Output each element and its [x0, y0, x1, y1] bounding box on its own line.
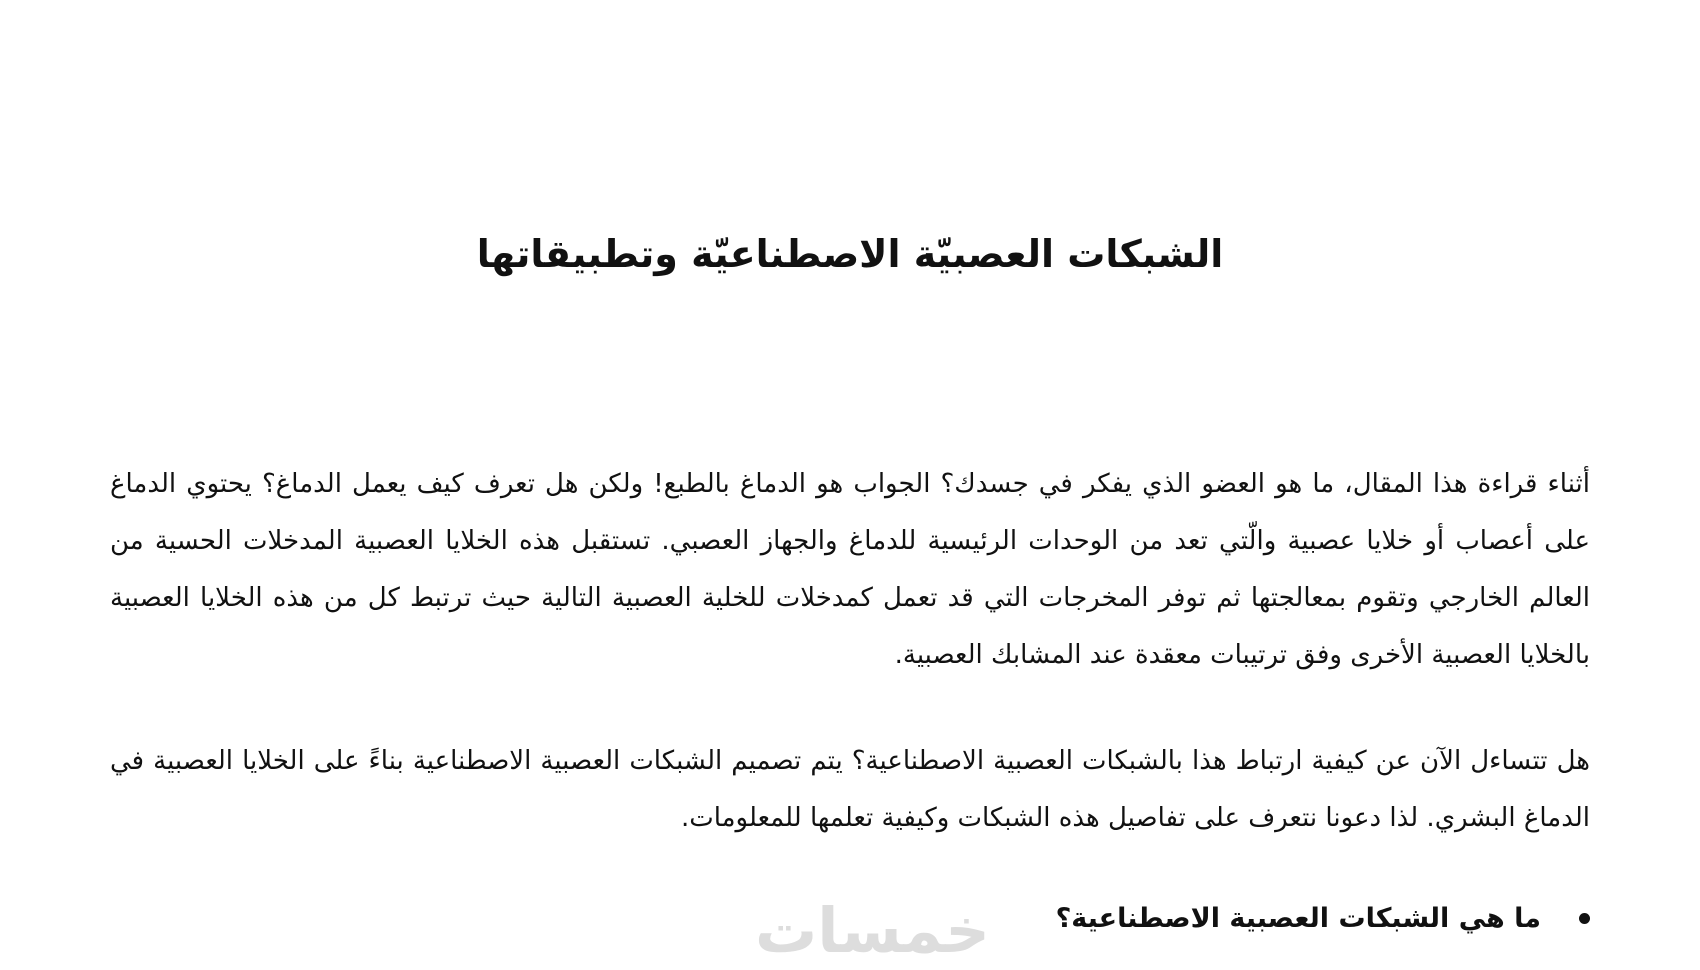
watermark-logo: خمسات	[755, 894, 990, 967]
document-title: الشبكات العصبيّة الاصطناعيّة وتطبيقاتها	[476, 232, 1224, 276]
bullet-item	[1056, 903, 1590, 934]
intro-paragraph: أثناء قراءة هذا المقال، ما هو العضو الذي يفكر في جسدك؟ الجواب هو الدماغ بالطبع! ولكن هل تعرف كيف يعمل الدماغ؟ يحتوي الدماغ على أعصاب أو خلايا عصبية والّتي تعد من الوحدات الرئيسية للدماغ والجهاز العصبي. تستقبل هذه الخلايا العصبية المدخلات الحسية من العالم الخارجي وتقوم بمعالجتها ثم توفر المخرجات التي قد تعمل كمدخلات للخلية العصبية التالية حيث ترتبط كل من هذه الخلايا العصبية بالخلايا العصبية الأخرى وفق ترتيبات معقدة عند المشابك العصبية.	[110, 469, 1590, 670]
section-heading: ما هي الشبكات العصبية الاصطناعية؟	[1055, 903, 1541, 934]
bullet-dot-icon	[1579, 913, 1590, 924]
second-paragraph: هل تتساءل الآن عن كيفية ارتباط هذا بالشبكات العصبية الاصطناعية؟ يتم تصميم الشبكات العصبية الاصطناعية بناءً على الخلايا العصبية في الدماغ البشري. لذا دعونا نتعرف على تفاصيل هذه الشبكات وكيفية تعلمها للمعلومات.	[110, 746, 1590, 833]
